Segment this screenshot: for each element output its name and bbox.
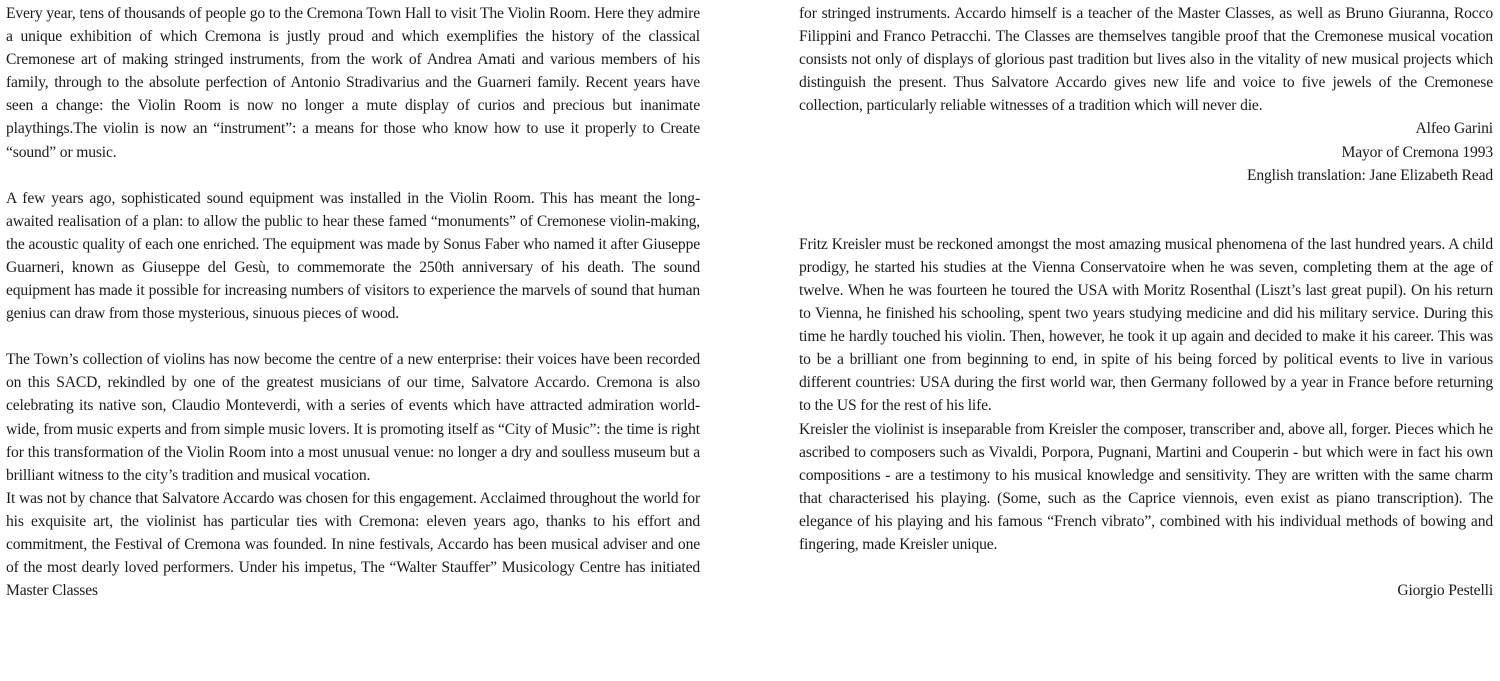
paragraph-spacer: [6, 325, 700, 348]
sound-equipment-paragraph: A few years ago, sophisticated sound equipment was installed in the Violin Room. This has meant the long-awaited realisation of a plan: to allow the public to hear these famed “monuments” of Cremonese violin-making, the acoustic quality of each one enriched. The equipment was made by Sonus Faber who named it after Giuseppe Guarneri, known as Giuseppe del Gesù, to commemorate the 250th anniversary of his death. The sound equipment has made it possible for increasing numbers of visitors to experience the marvels of sound that human genius can draw from those mysterious, sinuous pieces of wood.: [6, 189, 700, 323]
accardo-paragraph: It was not by chance that Salvatore Accardo was chosen for this engagement. Acclaimed throughout the world for his exquisite art, the violinist has particular ties with Cremona: eleven years ago, thanks to his effort and commitment, the Festival of Cremona was founded. In nine festivals, Accardo has been musical adviser and one of the most dearly loved performers. Under his impetus, The “Walter Stauffer” Musicology Centre has initiated Master Classes: [6, 489, 700, 600]
section-spacer: [799, 187, 1493, 233]
paragraph-spacer: [6, 164, 700, 187]
collection-paragraph: The Town’s collection of violins has now become the centre of a new enterprise: their voices have been recorded on this SACD, rekindled by one of the greatest musicians of our time, Salvatore Accardo. Cremona is also celebrating its native son, Claudio Monteverdi, with a series of events which have attracted admiration world-wide, from music experts and from simple music lovers. It is promoting itself as “City of Music”: the time is right for this transformation of the Violin Room into a most unusual venue: no longer a dry and soulless museum but a brilliant witness to the city’s tradition and musical vocation.: [6, 351, 700, 484]
left-text-column: [6, 2, 700, 602]
signature-name: Alfeo Garini: [1415, 120, 1493, 138]
translation-credit: English translation: Jane Elizabeth Read: [1246, 166, 1493, 184]
kreisler-biography-paragraph: Fritz Kreisler must be reckoned amongst the most amazing musical phenomena of the last hundred years. A child prodigy, he started his studies at the Vienna Conservatoire when he was seven, completing them at the age of twelve. When he was fourteen he toured the USA with Moritz Rosenthal (Liszt’s last great pupil). On his return to Vienna, he finished his schooling, spent two years studying medicine and did his military service. During this time he hardly touched his violin. Then, however, he took it up again and decided to make it his career. This was to be a brilliant one from beginning to end, in spite of his being forced by political events to live in various different countries: USA during the first world war, then Germany followed by a year in France before returning to the US for the rest of his life.: [799, 235, 1493, 415]
intro-paragraph: Every year, tens of thousands of people go to the Cremona Town Hall to visit The Violin Room. Here they admire a unique exhibition of which Cremona is justly proud and which exemplifies the history of the classical Cremonese art of making stringed instruments, from the work of Andrea Amati and various members of his family, through to the absolute perfection of Antonio Stradivarius and the Guarneri family. Recent years have seen a change: the Violin Room is now no longer a mute display of curios and precious but inanimate playthings.The violin is now an “instrument”: a means for those who know how to use it properly to Create “sound” or music.: [6, 5, 700, 161]
author-signature: Giorgio Pestelli: [1397, 582, 1493, 600]
signature-title: Mayor of Cremona 1993: [1341, 143, 1493, 161]
right-text-column: [799, 2, 1493, 602]
kreisler-composer-paragraph: Kreisler the violinist is inseparable from Kreisler the composer, transcriber and, above all, forger. Pieces which he ascribed to composers such as Vivaldi, Porpora, Pugnani, Martini and Couperin - but which were in fact his own compositions - are a testimony to his musical knowledge and sensitivity. They are written with the same charm that characterised his playing. (Some, such as the Caprice viennois, even exist as piano transcription). The elegance of his playing and his famous “French vibrato”, combined with his individual methods of bowing and fingering, made Kreisler unique.: [799, 420, 1493, 553]
continuation-paragraph: for stringed instruments. Accardo himself is a teacher of the Master Classes, as well as Bruno Giuranna, Rocco Filippini and Franco Petracchi. The Classes are themselves tangible proof that the Cremonese musical vocation consists not only of displays of glorious past tradition but lives also in the vitality of new musical projects which distinguish the present. Thus Salvatore Accardo gives new life and voice to five jewels of the Cremonese collection, particularly reliable witnesses of a tradition which will never die.: [799, 5, 1493, 115]
paragraph-spacer: [799, 556, 1493, 579]
